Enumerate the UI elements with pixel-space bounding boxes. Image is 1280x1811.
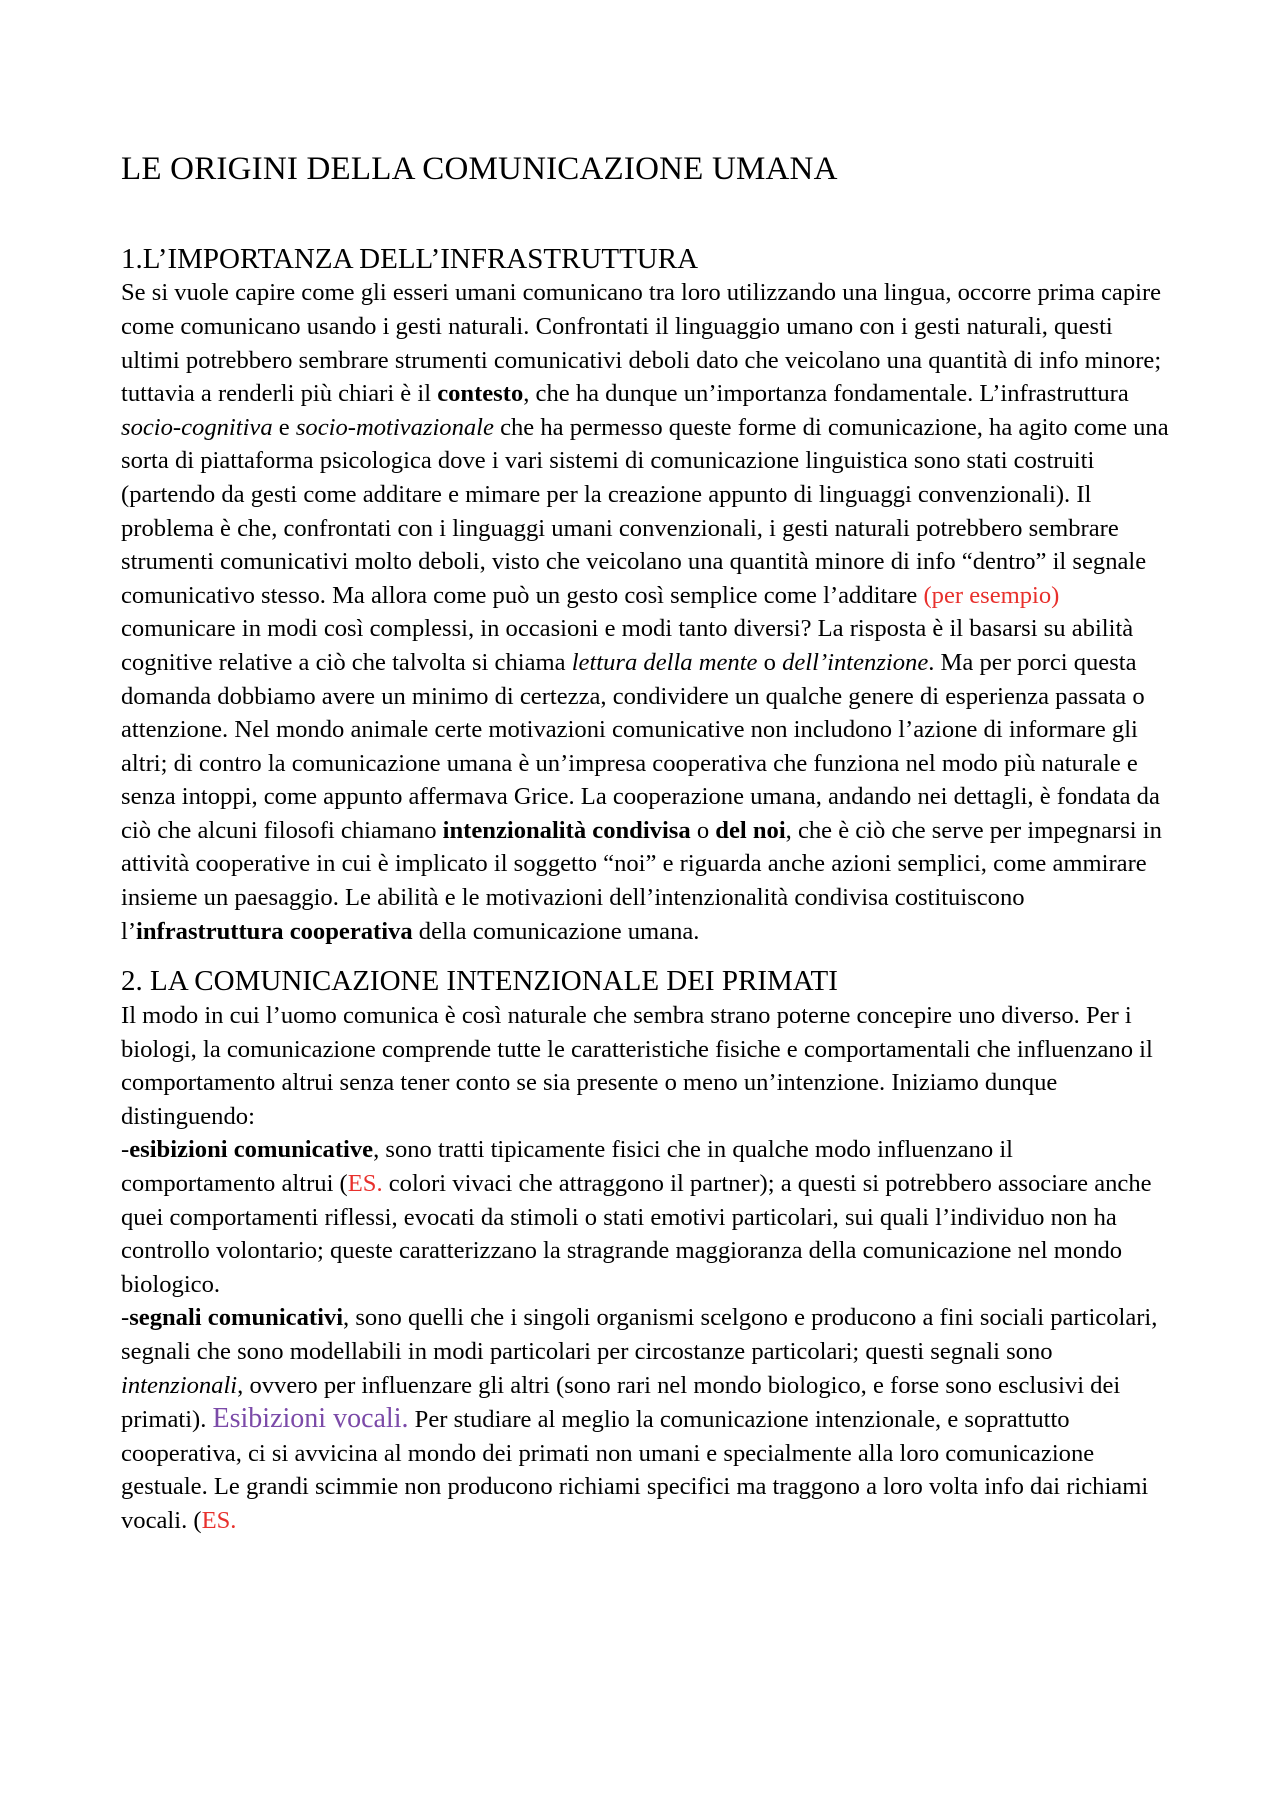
text-run: colori vivaci che attraggono il partner); a questi si potrebbero associare anche quei comportamenti riflessi, evocati da stimoli o stati emotivi particolari, sui quali l’individuo non ha controllo volontario; queste caratterizzano la stragrande maggioranza della comunicazione nel mondo biologico.: [121, 1170, 1152, 1298]
document-content: [121, 150, 1171, 1538]
italic-term: lettura della mente: [571, 648, 758, 676]
section-1-paragraph: [121, 276, 1171, 948]
text-run: -: [121, 1304, 130, 1332]
text-run: comunicare in modi così complessi, in occasioni e modi tanto diversi? La risposta è il basarsi su abilità cognitive relative a ciò che talvolta si chiama: [121, 615, 1134, 676]
purple-subheading: Esibizioni vocali.: [212, 1403, 409, 1435]
section-2-heading: 2. LA COMUNICAZIONE INTENZIONALE DEI PRIMATI: [121, 965, 838, 998]
text-run: che ha permesso queste forme di comunicazione, ha agito come una sorta di piattaforma psicologica dove i vari sistemi di comunicazione linguistica sono stati costruiti (partendo da gesti come additare e mimare per la creazione appunto di linguaggi convenzionali). Il problema è che, confrontati con i linguaggi umani convenzionali, i gesti naturali potrebbero sembrare strumenti comunicativi molto deboli, visto che veicolano una quantità minore di info “dentro” il segnale comunicativo stesso. Ma allora come può un gesto così semplice come l’additare: [121, 413, 1169, 609]
section-1-heading: 1.L’IMPORTANZA DELL’INFRASTRUTTURA: [121, 242, 699, 275]
text-run: -: [121, 1136, 130, 1164]
section-2-item-esibizioni: [121, 1133, 1171, 1301]
bold-term: esibizioni comunicative: [129, 1136, 374, 1164]
italic-term: socio-motivazionale: [295, 413, 494, 441]
red-note: (per esempio): [923, 581, 1060, 609]
section-2-item-segnali: [121, 1301, 1171, 1537]
italic-term: intenzionali: [121, 1371, 238, 1399]
text-run: , sono tratti tipicamente fisici che in qualche modo influenzano il comportamento altrui (: [121, 1136, 1014, 1198]
text-run: , che ha dunque un’importanza fondamentale. L’infrastruttura: [523, 380, 1129, 408]
red-note: ES.: [347, 1170, 383, 1198]
text-run: Se si vuole capire come gli esseri umani comunicano tra loro utilizzando una lingua, occorre prima capire come comunicano usando i gesti naturali. Confrontati il linguaggio umano con i gesti naturali, questi ultimi potrebbero sembrare strumenti comunicativi deboli dato che veicolano una quantità di info minore; tuttavia a renderli più chiari è il: [121, 279, 1162, 408]
bold-term: del noi: [715, 816, 786, 844]
section-2-intro: Il modo in cui l’uomo comunica è così naturale che sembra strano poterne concepire uno diverso. Per i biologi, la comunicazione comprende tutte le caratteristiche fisiche e comportamentali che influenzano il comportamento altrui senza tener conto se sia presente o meno un’intenzione. Iniziamo dunque distinguendo:: [121, 1002, 1153, 1130]
italic-term: socio-cognitiva: [121, 413, 273, 441]
text-run: Per studiare al meglio la comunicazione intenzionale, e soprattutto cooperativa, ci si avvicina al mondo dei primati non umani e specialmente alla loro comunicazione gestuale. Le grandi scimmie non producono richiami specifici ma traggono a loro volta info dai richiami vocali. (: [121, 1406, 1149, 1534]
bold-term: infrastruttura cooperativa: [136, 917, 413, 945]
bold-term-contesto: contesto: [437, 380, 524, 408]
text-run: o: [690, 816, 716, 844]
text-run: , che è ciò che serve per impegnarsi in attività cooperative in cui è implicato il soggetto “noi” e riguarda anche azioni semplici, come ammirare insieme un paesaggio. Le abilità e le motivazioni dell’intenzionalità condivisa costituiscono l’: [121, 816, 1162, 945]
text-run: . Ma per porci questa domanda dobbiamo avere un minimo di certezza, condividere un qualche genere di esperienza passata o attenzione. Nel mondo animale certe motivazioni comunicative non includono l’azione di informare gli altri; di contro la comunicazione umana è un’impresa cooperativa che funziona nel modo più naturale e senza intoppi, come appunto affermava Grice. La cooperazione umana, andando nei dettagli, è fondata da ciò che alcuni filosofi chiamano: [121, 648, 1160, 844]
red-note: ES.: [201, 1506, 237, 1534]
text-run: , sono quelli che i singoli organismi scelgono e producono a fini sociali particolari, segnali che sono modellabili in modi particolari per circostanze particolari; questi segnali sono: [121, 1304, 1158, 1365]
text-run: o: [757, 648, 783, 676]
italic-term: dell’intenzione: [782, 648, 929, 676]
text-run: della comunicazione umana.: [412, 917, 700, 945]
bold-term: intenzionalità condivisa: [442, 816, 691, 844]
bold-term: segnali comunicativi: [129, 1304, 344, 1332]
text-run: e: [272, 413, 296, 441]
text-run: , ovvero per influenzare gli altri (sono rari nel mondo biologico, e forse sono esclusivi dei primati).: [121, 1371, 1121, 1434]
document-title: LE ORIGINI DELLA COMUNICAZIONE UMANA: [121, 151, 838, 187]
